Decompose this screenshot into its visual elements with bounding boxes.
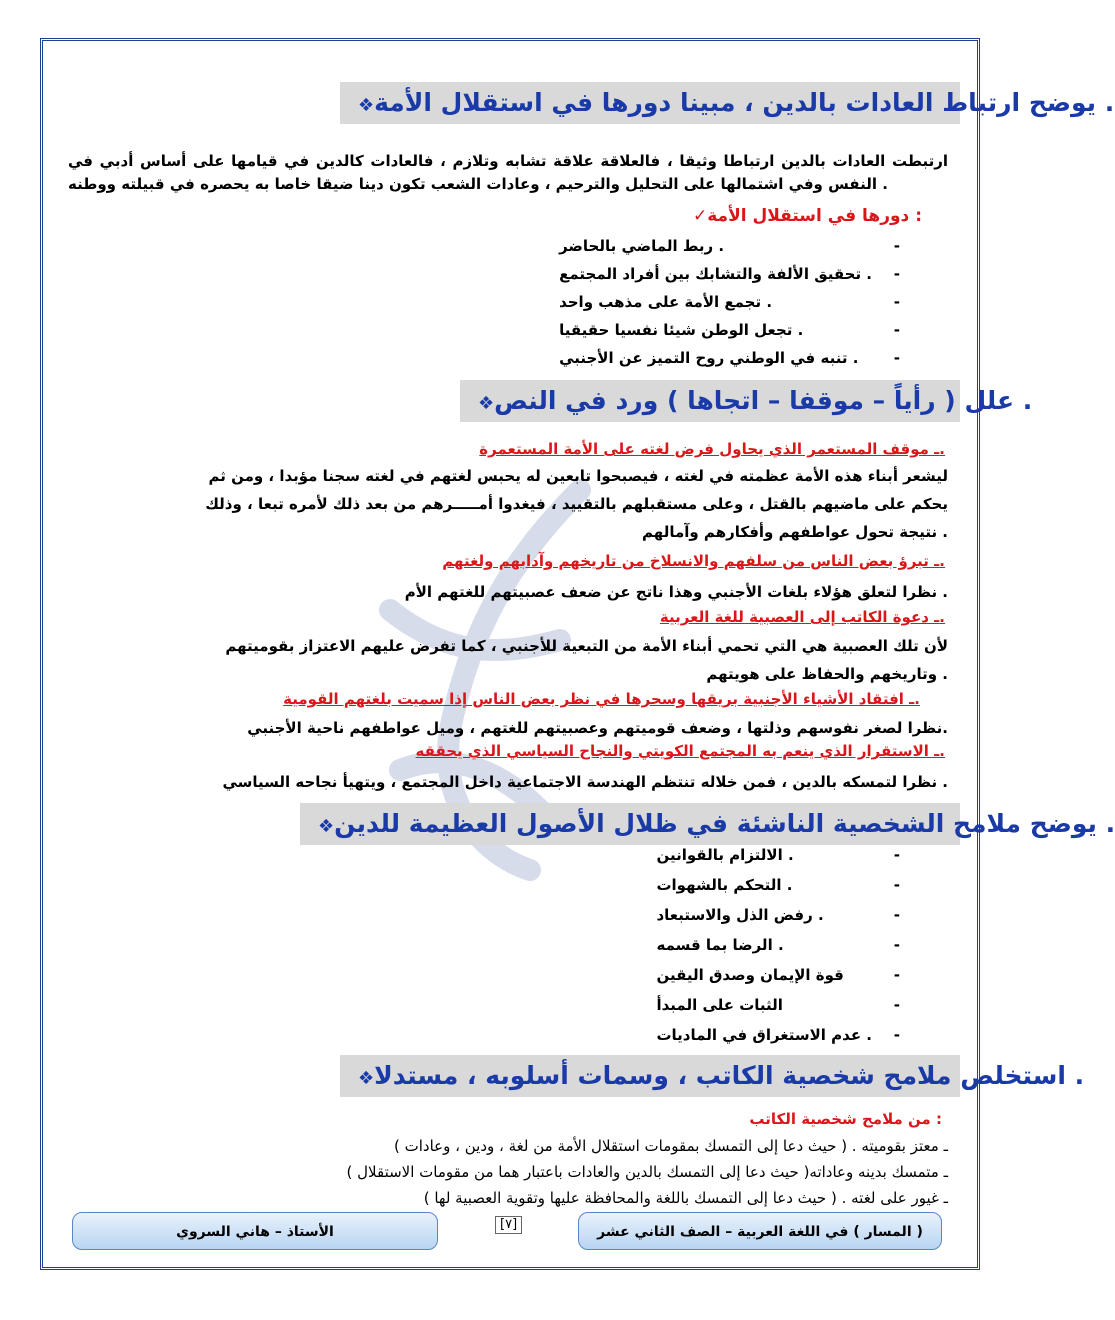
list-item: - تجعل الوطن شيئا نفسيا حقيقيا . bbox=[559, 316, 900, 344]
reason-title: ـ افتقاد الأشياء الأجنبية بريقها وسحرها في نظر بعض الناس إذا سميت بلغتهم القومية. bbox=[283, 690, 920, 708]
reason-line: ليشعر أبناء هذه الأمة عظمته في لغته ، فيصبحوا تابعين له يحبس لغتهم في لغته سجنا مؤبدا ، ومن ثم bbox=[208, 467, 948, 485]
diamond-bullet-icon: ❖ bbox=[358, 95, 375, 116]
reason-line: نظرا لتعلق هؤلاء بلغات الأجنبي وهذا ناتج عن ضعف عصبيتهم للغتهم الأم . bbox=[404, 583, 948, 601]
reason-line: وتاريخهم والحفاظ على هويتهم . bbox=[706, 665, 948, 683]
writer-trait-line: ـ غيور على لغته . ( حيث دعا إلى التمسك باللغة والمحافظة عليها وتقوية العصبية لها ) bbox=[423, 1189, 948, 1207]
roles-list bbox=[559, 232, 900, 372]
heading-justify: ❖علل ( رأياً – موقفا – اتجاها ) ورد في النص . bbox=[460, 380, 960, 422]
reason-title: ـ الاستقرار الذي ينعم به المجتمع الكويتي والنجاح السياسي الذي يحققه. bbox=[415, 742, 945, 760]
diamond-bullet-icon: ❖ bbox=[318, 816, 335, 837]
habits-paragraph: ارتبطت العادات بالدين ارتباطا وثيقا ، فالعلاقة علاقة تشابه وتلازم ، فالعادات كالدين في قيامها على أساس أدبي في النفس وفي اشتمالها على التحليل والترحيم ، وعادات الشعب تكون دينا ضيقا خاصا به يحصره في قبيلته ووطنه . bbox=[68, 152, 948, 193]
list-item: - رفض الذل والاستبعاد . bbox=[656, 900, 900, 930]
list-item: - التحكم بالشهوات . bbox=[656, 870, 900, 900]
list-item: - تجمع الأمة على مذهب واحد . bbox=[559, 288, 900, 316]
traits-list bbox=[656, 840, 900, 1050]
list-item: - عدم الاستغراق في الماديات . bbox=[656, 1020, 900, 1050]
reason-line: يحكم على ماضيهم بالقتل ، وعلى مستقبلهم بالتقييد ، فيغدوا أمـــــرهم من بعد ذلك لأمره تبعا ، وذلك bbox=[205, 495, 948, 513]
list-item: - قوة الإيمان وصدق اليقين bbox=[656, 960, 900, 990]
footer-teacher-box: الأستاذ – هاني السروي bbox=[72, 1212, 438, 1250]
heading-writer-style: ❖استخلص ملامح شخصية الكاتب ، وسمات أسلوبه ، مستدلا . bbox=[340, 1055, 960, 1097]
reason-line: نظرا لتمسكه بالدين ، فمن خلاله تنتظم الهندسة الاجتماعية داخل المجتمع ، ويتهيأ نجاحه السياسي . bbox=[222, 773, 948, 791]
list-item: - ربط الماضي بالحاضر . bbox=[559, 232, 900, 260]
reason-line: نتيجة تحول عواطفهم وأفكارهم وآمالهم . bbox=[642, 523, 948, 541]
list-item: - الثبات على المبدأ bbox=[656, 990, 900, 1020]
reason-title: ـ تبرؤ بعض الناس من سلفهم والانسلاخ من تاريخهم وآدابهم ولغتهم. bbox=[442, 552, 945, 570]
diamond-bullet-icon: ❖ bbox=[358, 1068, 375, 1089]
list-item: - تحقيق الألفة والتشابك بين أفراد المجتمع . bbox=[559, 260, 900, 288]
reason-title: ـ دعوة الكاتب إلى العصبية للغة العربية. bbox=[659, 608, 945, 626]
checkmark-icon: ✓ bbox=[692, 206, 708, 226]
heading-habits-religion: ❖يوضح ارتباط العادات بالدين ، مبينا دورها في استقلال الأمة . bbox=[340, 82, 960, 124]
reason-line: لأن تلك العصبية هي التي تحمي أبناء الأمة من التبعية للأجنبي ، كما تفرض عليهم الاعتزاز بقوميتهم bbox=[225, 637, 948, 655]
heading-personality-traits: ❖يوضح ملامح الشخصية الناشئة في ظلال الأصول العظيمة للدين . bbox=[300, 803, 960, 845]
reason-line: نظرا لصغر نفوسهم وذلتها ، وضعف قوميتهم وعصبيتهم للغتهم ، وميل عواطفهم ناحية الأجنبي. bbox=[247, 719, 948, 737]
list-item: - الالتزام بالقوانين . bbox=[656, 840, 900, 870]
page-number: [٧] bbox=[495, 1216, 522, 1234]
subheading-roles: ✓دورها في استقلال الأمة : bbox=[692, 206, 922, 226]
writer-trait-line: ـ متمسك بدينه وعاداته( حيث دعا إلى التمسك بالدين والعادات باعتبار هما من مقومات الاستقلال ) bbox=[346, 1163, 948, 1181]
footer-course-box: ( المسار ) في اللغة العربية – الصف الثاني عشر bbox=[578, 1212, 942, 1250]
writer-traits-label: من ملامح شخصية الكاتب : bbox=[749, 1110, 942, 1128]
writer-trait-line: ـ معتز بقوميته . ( حيث دعا إلى التمسك بمقومات استقلال الأمة من لغة ، ودين ، وعادات ) bbox=[394, 1137, 948, 1155]
reason-title: ـ موقف المستعمر الذي يحاول فرض لغته على الأمة المستعمرة. bbox=[479, 440, 945, 458]
list-item: - الرضا بما قسمه . bbox=[656, 930, 900, 960]
list-item: - تنبه في الوطني روح التميز عن الأجنبي . bbox=[559, 344, 900, 372]
diamond-bullet-icon: ❖ bbox=[478, 393, 495, 414]
